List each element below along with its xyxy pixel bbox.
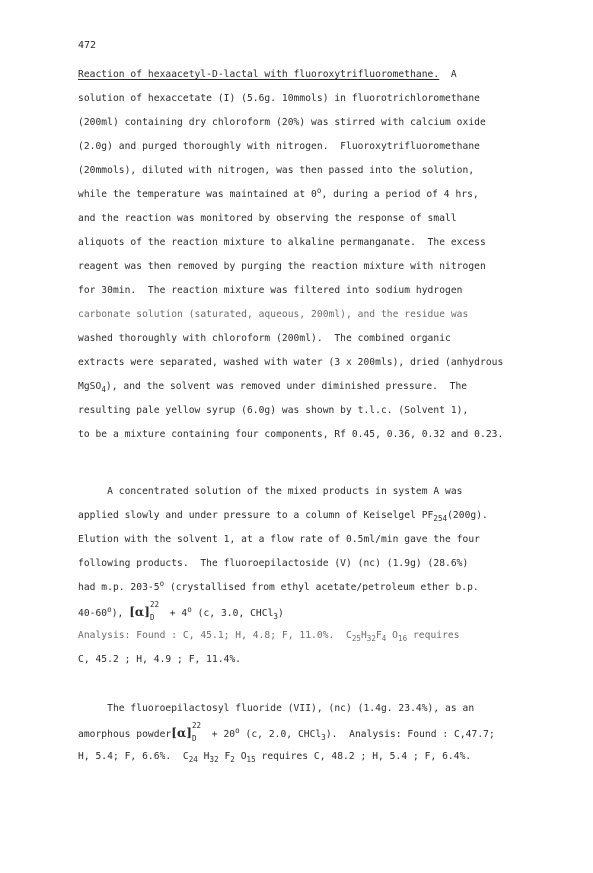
formula-h: 32 [209,755,219,764]
formula-h-label: H [197,751,210,762]
page-number: 472 [78,40,97,51]
degree-mark: o [107,605,112,614]
rotation-solvent: (c, 2.0, CHCl [239,729,322,740]
mgso-text: ), and the solvent was removed under diminished pressure. The [105,381,468,392]
powder-text: amorphous powder [78,729,172,740]
analysis-values: H, 5.4; F, 6.6%. C [78,751,189,762]
rotation-value: + 20 [205,729,236,740]
bp-text: 40-60 [78,608,108,619]
section3-line-2 [78,721,495,743]
section1-line-2: (200ml) containing dry chloroform (20%) was stirred with calcium oxide [78,117,486,128]
formula-f: 2 [230,755,235,764]
degree-mark: o [187,605,192,614]
requires-text: requires [407,630,460,641]
formula-c: 24 [188,755,198,764]
section2-line-5 [78,579,479,594]
rotation-indices [191,721,206,743]
alpha-symbol: [α] [171,726,192,740]
section2-line-7 [78,630,460,642]
degree-mark: o [235,726,240,735]
formula-f: 4 [381,634,387,643]
rotation-line: D [149,613,155,622]
section1-line-9: for 30min. The reaction mixture was filtered into sodium hydrogen [78,285,463,296]
formula-o: 15 [246,755,256,764]
rotation-close: ) [278,608,284,619]
section1-heading-line [78,69,457,81]
rotation-solvent: (c, 3.0, CHCl [191,608,274,619]
formula-h-label: H [360,630,367,641]
alpha-symbol: [α] [129,605,150,619]
section1-line-1: solution of hexaccetate (I) (5.6g. 10mmols) in fluorotrichloromethane [78,93,480,104]
mgso-subscript: 4 [101,385,106,394]
section3-line-3 [78,751,471,763]
section1-line-7: aliquots of the reaction mixture to alkaline permanganate. The excess [78,237,486,248]
section1-line-11: washed thoroughly with chloroform (200ml). The combined organic [78,333,451,344]
column-text: applied slowly and under pressure to a column of Keiselgel PF [78,510,434,521]
section1-line-12: extracts were separated, washed with water (3 x 200mls), dried (anhydrous [78,357,504,368]
formula-h: 32 [366,634,376,643]
section1-heading: Reaction of hexaacetyl-D-lactal with fluoroxytrifluoromethane. [78,69,440,80]
section1-heading-tail: A [439,69,457,80]
mp-text-b: (crystallised from ethyl acetate/petroleum ether b.p. [164,582,479,593]
rotation-line: D [191,734,197,743]
formula-o-label: O [386,630,398,641]
chcl3-subscript: 3 [321,733,326,742]
degree-mark: o [159,579,165,588]
section1-line-5 [78,186,479,201]
section2-line-8: C, 45.2 ; H, 4.9 ; F, 11.4%. [78,654,242,665]
formula-o-label: O [234,751,247,762]
mgso-label: MgSO [78,381,102,392]
mp-text: had m.p. 203-5 [78,582,160,593]
section2-line-2 [78,510,488,522]
column-mass: (200g). [447,510,488,521]
section1-line-13 [78,381,467,393]
section1-line-14: resulting pale yellow syrup (6.0g) was shown by t.l.c. (Solvent 1), [78,405,469,416]
section1-line-15: to be a mixture containing four components, Rf 0.45, 0.36, 0.32 and 0.23. [78,429,504,440]
formula-f-label: F [218,751,231,762]
section2-line-6 [78,600,284,622]
temp-text-a: while the temperature was maintained at 0 [78,189,317,200]
section1-line-8: reagent was then removed by purging the reaction mixture with nitrogen [78,261,486,272]
bp-text-b: ), [111,608,130,619]
section2-line-4: following products. The fluoroepilactoside (V) (nc) (1.9g) (28.6%) [78,558,469,569]
formula-c: 25 [351,634,361,643]
rotation-value: + 4 [163,608,188,619]
temp-text-b: , during a period of 4 hrs, [321,189,479,200]
section1-line-6: and the reaction was monitored by observing the response of small [78,213,457,224]
formula-o: 16 [398,634,408,643]
rotation-temp: 22 [191,721,202,730]
section1-line-4: (20mmols), diluted with nitrogen, was then passed into the solution, [78,165,475,176]
analysis-found: Analysis: Found : C, 45.1; H, 4.8; F, 11.0%. C [78,630,352,641]
section3-line-1: The fluoroepilactosyl fluoride (VII), (nc) (1.4g. 23.4%), as an [78,703,475,714]
chcl3-subscript: 3 [273,612,278,621]
formula-f-label: F [375,630,382,641]
section1-line-3: (2.0g) and purged thoroughly with nitrogen. Fluoroxytrifluoromethane [78,141,480,152]
degree-mark: o [316,186,322,195]
analysis-found: ). Analysis: Found : C,47.7; [325,729,495,740]
section2-line-1: A concentrated solution of the mixed products in system A was [78,486,463,497]
pf-subscript: 254 [433,514,448,523]
requires-text: requires C, 48.2 ; H, 5.4 ; F, 6.4%. [255,751,472,762]
section1-line-10: carbonate solution (saturated, aqueous, 200ml), and the residue was [78,309,469,320]
rotation-indices [149,600,164,622]
rotation-temp: 22 [149,600,160,609]
section2-line-3: Elution with the solvent 1, at a flow rate of 0.5ml/min gave the four [78,534,480,545]
